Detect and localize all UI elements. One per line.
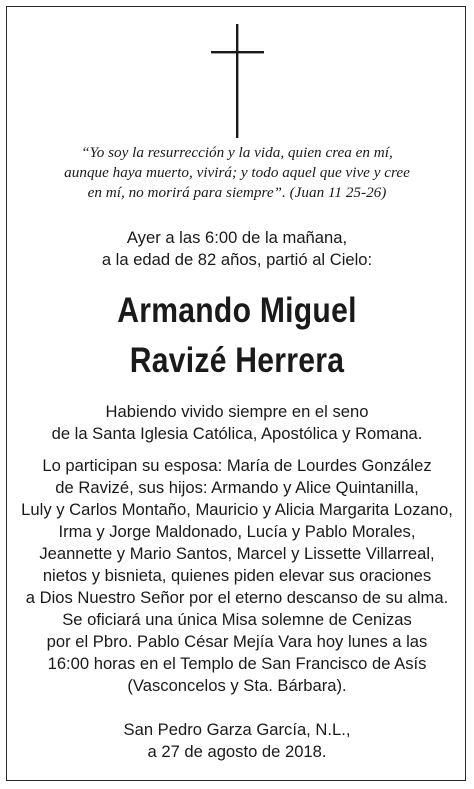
bible-quote — [20, 143, 454, 203]
family-line: Jeannette y Mario Santos, Marcel y Lissette Villarreal, — [39, 544, 435, 563]
death-announcement — [10, 227, 464, 271]
place-line: San Pedro Garza García, N.L., — [123, 720, 351, 739]
mass-line: (Vasconcelos y Sta. Bárbara). — [127, 676, 347, 695]
mass-line: Se oficiará una única Misa solemne de Cenizas — [62, 610, 412, 629]
intro-line: Ayer a las 6:00 de la mañana, — [126, 228, 348, 247]
faith-line: de la Santa Iglesia Católica, Apostólica y Romana. — [51, 424, 423, 443]
latin-cross-icon — [0, 0, 474, 150]
family-line: Irma y Jorge Maldonado, Lucía y Pablo Morales, — [58, 522, 416, 541]
intro-line: a la edad de 82 años, partió al Cielo: — [101, 250, 373, 269]
deceased-name — [42, 286, 432, 386]
quote-line: aunque haya muerto, vivirá; y todo aquel que vive y cree — [64, 164, 410, 181]
date-line: a 27 de agosto de 2018. — [147, 742, 327, 761]
mass-line: por el Pbro. Pablo César Mejía Vara hoy lunes a las — [46, 632, 428, 651]
family-line: nietos y bisnieta, quienes piden elevar sus oraciones — [42, 566, 432, 585]
family-line: de Ravizé, sus hijos: Armando y Alice Quintanilla, — [55, 478, 419, 497]
family-line: Luly y Carlos Montaño, Mauricio y Alicia Margarita Lozano, — [21, 500, 453, 519]
faith-statement — [10, 401, 464, 445]
family-line: a Dios Nuestro Señor por el eterno descanso de su alma. — [25, 588, 449, 607]
deceased-name-second-line: Ravizé Herrera — [129, 341, 345, 380]
mass-details — [10, 609, 464, 697]
family-notice — [10, 455, 464, 609]
place-and-date — [10, 719, 464, 763]
family-line: Lo participan su esposa: María de Lourdes González — [42, 456, 432, 475]
quote-line: “Yo soy la resurrección y la vida, quien crea en mí, — [81, 144, 393, 161]
mass-line: 16:00 horas en el Templo de San Francisco de Asís — [47, 654, 427, 673]
faith-line: Habiendo vivido siempre en el seno — [105, 402, 369, 421]
deceased-name-first-line: Armando Miguel — [117, 291, 357, 330]
quote-line: en mí, no morirá para siempre”. (Juan 11 25-26) — [87, 184, 387, 201]
